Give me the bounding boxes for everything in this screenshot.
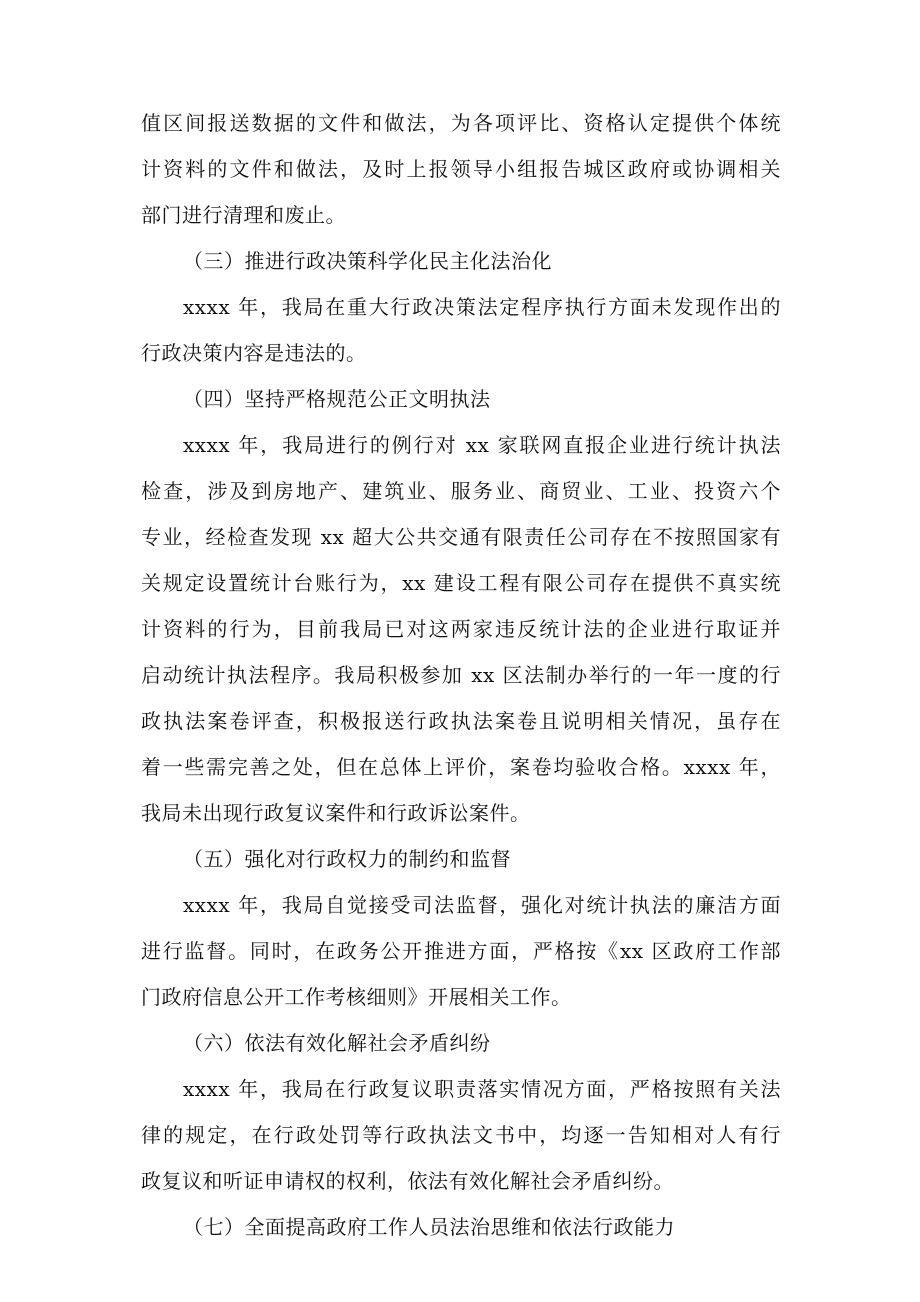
- section-heading: （五）强化对行政权力的制约和监督: [183, 847, 511, 871]
- section-heading: （四）坚持严格规范公正文明执法: [183, 387, 491, 411]
- text-line: 计资料的文件和做法，及时上报领导小组报告城区政府或协调相关: [141, 157, 781, 181]
- paragraph: [141, 882, 781, 1020]
- document-body: [141, 100, 781, 1250]
- text-line: xxxx 年，我局在重大行政决策法定程序执行方面未发现作出的: [183, 295, 781, 319]
- text-line: 我局未出现行政复议案件和行政诉讼案件。: [141, 801, 531, 825]
- section-heading: （七）全面提高政府工作人员法治思维和依法行政能力: [183, 1215, 675, 1239]
- paragraph: [141, 100, 781, 238]
- paragraph: [141, 284, 781, 376]
- paragraph: [141, 1066, 781, 1204]
- text-line: 政复议和听证申请权的权利，依法有效化解社会矛盾纠纷。: [141, 1169, 674, 1193]
- text-line: xxxx 年，我局进行的例行对 xx 家联网直报企业进行统计执法: [183, 433, 781, 457]
- text-line: 启动统计执法程序。我局积极参加 xx 区法制办举行的一年一度的行: [141, 663, 781, 687]
- text-line: 检查，涉及到房地产、建筑业、服务业、商贸业、工业、投资六个: [141, 479, 781, 503]
- text-line: xxxx 年，我局在行政复议职责落实情况方面，严格按照有关法: [183, 1077, 781, 1101]
- text-line: 计资料的行为，目前我局已对这两家违反统计法的企业进行取证并: [141, 617, 781, 641]
- text-line: 政执法案卷评查，积极报送行政执法案卷且说明相关情况，虽存在: [141, 709, 781, 733]
- text-line: xxxx 年，我局自觉接受司法监督，强化对统计执法的廉洁方面: [183, 893, 781, 917]
- text-line: 值区间报送数据的文件和做法，为各项评比、资格认定提供个体统: [141, 111, 781, 135]
- text-line: 着一些需完善之处，但在总体上评价，案卷均验收合格。xxxx 年，: [141, 755, 781, 779]
- text-line: 专业，经检查发现 xx 超大公共交通有限责任公司存在不按照国家有: [141, 525, 781, 549]
- paragraph: [141, 422, 781, 836]
- text-line: 进行监督。同时，在政务公开推进方面，严格按《xx 区政府工作部: [141, 939, 781, 963]
- text-line: 关规定设置统计台账行为，xx 建设工程有限公司存在提供不真实统: [141, 571, 781, 595]
- section-heading: （六）依法有效化解社会矛盾纠纷: [183, 1031, 491, 1055]
- text-line: 律的规定，在行政处罚等行政执法文书中，均逐一告知相对人有行: [141, 1123, 781, 1147]
- text-line: 门政府信息公开工作考核细则》开展相关工作。: [141, 985, 572, 1009]
- text-line: 行政决策内容是违法的。: [141, 341, 367, 365]
- section-heading: （三）推进行政决策科学化民主化法治化: [183, 249, 552, 273]
- text-line: 部门进行清理和废止。: [141, 203, 346, 227]
